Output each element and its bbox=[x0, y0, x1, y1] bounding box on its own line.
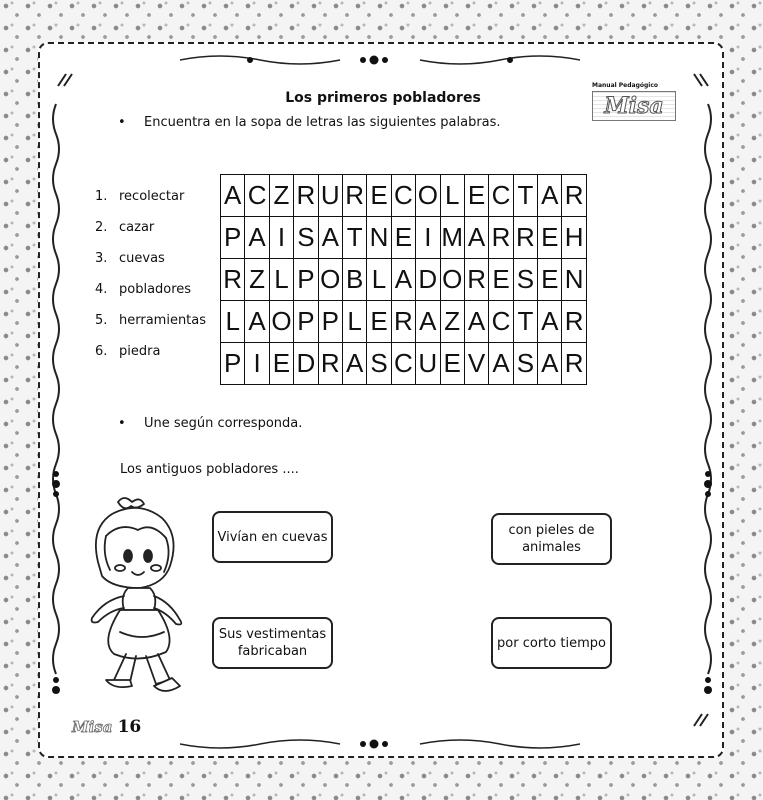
word-search-cell[interactable]: S bbox=[513, 343, 537, 385]
word-search-row bbox=[221, 343, 587, 385]
instruction-1-text: Encuentra en la sopa de letras las siguientes palabras. bbox=[144, 115, 501, 130]
word-search-row bbox=[221, 175, 587, 217]
word-search-cell[interactable]: B bbox=[342, 259, 366, 301]
word-item: 4. pobladores bbox=[95, 282, 192, 297]
word-search-cell[interactable]: I bbox=[269, 217, 293, 259]
word-search-cell[interactable]: R bbox=[562, 343, 586, 385]
word-search-cell[interactable]: R bbox=[342, 175, 366, 217]
word-search-cell[interactable]: S bbox=[294, 217, 318, 259]
word-search-cell[interactable]: A bbox=[245, 217, 269, 259]
word-search-cell[interactable]: C bbox=[391, 175, 415, 217]
match-intro: Los antiguos pobladores .... bbox=[120, 462, 299, 477]
match-box-left-2[interactable]: Sus vestimentas fabricaban bbox=[212, 617, 333, 669]
word-search-cell[interactable]: O bbox=[440, 259, 464, 301]
word-search-cell[interactable]: R bbox=[391, 301, 415, 343]
word-search-cell[interactable]: A bbox=[538, 175, 562, 217]
girl-illustration bbox=[84, 492, 194, 712]
word-search-cell[interactable]: A bbox=[416, 301, 440, 343]
word-search-cell[interactable]: N bbox=[367, 217, 391, 259]
logo-mark: Misa bbox=[592, 91, 676, 121]
instruction-1 bbox=[118, 115, 501, 130]
word-search-cell[interactable]: H bbox=[562, 217, 586, 259]
word-search-cell[interactable]: E bbox=[538, 217, 562, 259]
word-search-cell[interactable]: P bbox=[294, 259, 318, 301]
word-search-cell[interactable]: A bbox=[538, 343, 562, 385]
word-search-cell[interactable]: A bbox=[342, 343, 366, 385]
word-search-cell[interactable]: C bbox=[489, 175, 513, 217]
left-wave-border bbox=[48, 44, 64, 760]
word-item: 3. cuevas bbox=[95, 251, 165, 266]
word-search-cell[interactable]: A bbox=[538, 301, 562, 343]
word-search-cell[interactable]: R bbox=[562, 175, 586, 217]
word-search-cell[interactable]: A bbox=[245, 301, 269, 343]
word-search-cell[interactable]: U bbox=[416, 343, 440, 385]
word-search-cell[interactable]: V bbox=[464, 343, 488, 385]
word-item: 1. recolectar bbox=[95, 189, 185, 204]
word-search-cell[interactable]: L bbox=[269, 259, 293, 301]
word-search-cell[interactable]: A bbox=[391, 259, 415, 301]
word-search-row bbox=[221, 259, 587, 301]
instruction-2-text: Une según corresponda. bbox=[144, 416, 303, 431]
page-footer bbox=[72, 717, 141, 737]
word-search-cell[interactable]: S bbox=[513, 259, 537, 301]
word-search-cell[interactable]: T bbox=[342, 217, 366, 259]
word-search-cell[interactable]: E bbox=[367, 301, 391, 343]
word-search-cell[interactable]: A bbox=[464, 217, 488, 259]
word-search-cell[interactable]: Z bbox=[440, 301, 464, 343]
word-search-cell[interactable]: R bbox=[464, 259, 488, 301]
word-search-cell[interactable]: A bbox=[464, 301, 488, 343]
word-item: 5. herramientas bbox=[95, 313, 207, 328]
word-search-cell[interactable]: I bbox=[416, 217, 440, 259]
word-search-cell[interactable]: U bbox=[318, 175, 342, 217]
word-search-cell[interactable]: E bbox=[489, 259, 513, 301]
worksheet-page bbox=[38, 42, 724, 758]
word-search-cell[interactable]: R bbox=[221, 259, 245, 301]
word-item: 2. cazar bbox=[95, 220, 155, 235]
word-search-cell[interactable]: O bbox=[269, 301, 293, 343]
word-search-cell[interactable]: E bbox=[464, 175, 488, 217]
word-search-cell[interactable]: T bbox=[513, 175, 537, 217]
word-search-cell[interactable]: P bbox=[294, 301, 318, 343]
word-search-row bbox=[221, 217, 587, 259]
bullet-icon: • bbox=[118, 416, 126, 431]
word-search-cell[interactable]: Z bbox=[269, 175, 293, 217]
word-search-cell[interactable]: E bbox=[440, 343, 464, 385]
word-search-cell[interactable]: A bbox=[221, 175, 245, 217]
word-search-cell[interactable]: I bbox=[245, 343, 269, 385]
bullet-icon: • bbox=[118, 115, 126, 130]
word-search-cell[interactable]: L bbox=[342, 301, 366, 343]
logo-caption: Manual Pedagógico bbox=[592, 82, 659, 89]
footer-mark: Misa bbox=[72, 718, 113, 736]
word-search-cell[interactable]: E bbox=[391, 217, 415, 259]
word-search-cell[interactable]: N bbox=[562, 259, 586, 301]
word-search-grid[interactable] bbox=[220, 174, 587, 385]
word-search-row bbox=[221, 301, 587, 343]
word-search-cell[interactable]: E bbox=[538, 259, 562, 301]
word-search-cell[interactable]: E bbox=[367, 175, 391, 217]
word-list bbox=[95, 187, 206, 373]
corner-mark-tr bbox=[690, 72, 710, 88]
logo bbox=[592, 82, 680, 121]
word-search-cell[interactable]: P bbox=[221, 217, 245, 259]
word-search-cell[interactable]: O bbox=[416, 175, 440, 217]
word-search-cell[interactable]: T bbox=[513, 301, 537, 343]
word-search-cell[interactable]: D bbox=[416, 259, 440, 301]
word-search-cell[interactable]: R bbox=[489, 217, 513, 259]
instruction-2 bbox=[118, 416, 302, 431]
word-search-cell[interactable]: C bbox=[489, 301, 513, 343]
word-search-cell[interactable]: O bbox=[318, 259, 342, 301]
word-search-cell[interactable]: R bbox=[513, 217, 537, 259]
word-item: 6. piedra bbox=[95, 344, 161, 359]
top-ornament bbox=[180, 52, 580, 68]
word-search-cell[interactable]: Z bbox=[245, 259, 269, 301]
word-search-cell[interactable]: P bbox=[221, 343, 245, 385]
word-search-cell[interactable]: E bbox=[269, 343, 293, 385]
word-search-cell[interactable]: R bbox=[294, 175, 318, 217]
word-search-cell[interactable]: A bbox=[489, 343, 513, 385]
word-search-cell[interactable]: L bbox=[221, 301, 245, 343]
page-title: Los primeros pobladores bbox=[285, 90, 481, 106]
match-box-right-1[interactable]: con pieles de animales bbox=[491, 513, 612, 565]
word-search-cell[interactable]: S bbox=[367, 343, 391, 385]
word-search-cell[interactable]: C bbox=[245, 175, 269, 217]
word-search-cell[interactable]: A bbox=[318, 217, 342, 259]
word-search-cell[interactable]: L bbox=[440, 175, 464, 217]
match-box-right-2[interactable]: por corto tiempo bbox=[491, 617, 612, 669]
bottom-ornament bbox=[180, 736, 580, 752]
page-number: 16 bbox=[117, 717, 142, 737]
word-search-cell[interactable]: M bbox=[440, 217, 464, 259]
word-search-cell[interactable]: L bbox=[367, 259, 391, 301]
word-search-cell[interactable]: R bbox=[562, 301, 586, 343]
corner-mark-br bbox=[690, 712, 710, 728]
word-search-cell[interactable]: C bbox=[391, 343, 415, 385]
word-search-cell[interactable]: D bbox=[294, 343, 318, 385]
right-wave-border bbox=[700, 44, 716, 760]
word-search-cell[interactable]: R bbox=[318, 343, 342, 385]
word-search-cell[interactable]: P bbox=[318, 301, 342, 343]
match-box-left-1[interactable]: Vivían en cuevas bbox=[212, 511, 333, 563]
corner-mark-tl bbox=[56, 72, 76, 88]
